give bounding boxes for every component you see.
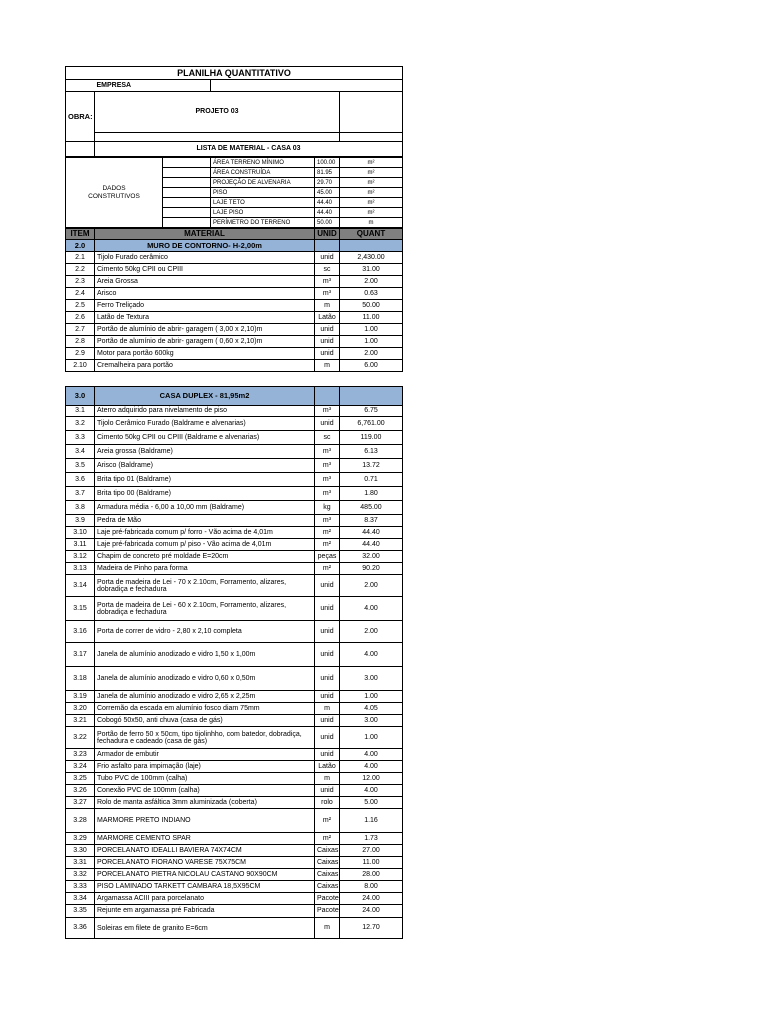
material-cell: Arisco (Baldrame) <box>95 459 315 473</box>
unit-cell: unid <box>315 575 340 597</box>
construction-data-name: LAJE TETO <box>211 198 315 208</box>
unit-cell: m <box>315 360 340 372</box>
table-row <box>66 691 403 703</box>
table-row <box>66 597 403 621</box>
material-cell: Laje pré-fabricada comum p/ forro - Vão acima de 4,01m <box>95 527 315 539</box>
unit-cell: m <box>315 773 340 785</box>
material-cell: Latão de Textura <box>95 312 315 324</box>
table-row <box>66 360 403 372</box>
quantity-cell: 4.00 <box>340 785 403 797</box>
quantity-cell: 1.00 <box>340 336 403 348</box>
material-cell: MARMORE PRETO INDIANO <box>95 809 315 833</box>
quantity-cell: 2.00 <box>340 276 403 288</box>
unit-cell: Pacote <box>315 905 340 918</box>
material-cell: Porta de madeira de Lei - 60 x 2.10cm, Forramento, alizares, dobradiça e fechadura <box>95 597 315 621</box>
quantity-cell: 8.37 <box>340 515 403 527</box>
table-row <box>66 515 403 527</box>
item-cell: 3.9 <box>66 515 95 527</box>
unit-cell: unid <box>315 252 340 264</box>
unit-cell: Caixas <box>315 869 340 881</box>
unit-cell: m³ <box>315 276 340 288</box>
unit-cell: unid <box>315 417 340 431</box>
quantity-cell: 24.00 <box>340 905 403 918</box>
item-cell: 3.27 <box>66 797 95 809</box>
quantity-cell: 119.00 <box>340 431 403 445</box>
table-row <box>66 406 403 417</box>
item-cell: 3.21 <box>66 715 95 727</box>
table-row <box>66 773 403 785</box>
section-title: CASA DUPLEX - 81,95m2 <box>95 387 315 406</box>
table-row <box>66 431 403 445</box>
material-cell: Tijolo Cerâmico Furado (Baldrame e alvenarias) <box>95 417 315 431</box>
item-cell: 3.7 <box>66 487 95 501</box>
unit-cell: unid <box>315 336 340 348</box>
unit-cell: unid <box>315 643 340 667</box>
table-row <box>66 749 403 761</box>
construction-data-name: PROJEÇÃO DE ALVENARIA <box>211 178 315 188</box>
quantity-cell: 4.00 <box>340 643 403 667</box>
quantity-cell: 0.63 <box>340 288 403 300</box>
unit-cell: m³ <box>315 406 340 417</box>
material-cell: Ferro Treliçado <box>95 300 315 312</box>
material-cell: Frio asfalto para impimação (laje) <box>95 761 315 773</box>
quantity-cell: 2.00 <box>340 348 403 360</box>
quantity-cell: 1.73 <box>340 833 403 845</box>
unit-cell: rolo <box>315 797 340 809</box>
item-cell: 3.6 <box>66 473 95 487</box>
unit-cell: m² <box>315 527 340 539</box>
item-cell: 3.5 <box>66 459 95 473</box>
table-row <box>66 252 403 264</box>
unit-cell: unid <box>315 348 340 360</box>
project-name: PROJETO 03 <box>95 92 340 133</box>
construction-data-unit: m² <box>340 158 403 168</box>
quantity-cell: 11.00 <box>340 312 403 324</box>
quantity-sheet <box>65 66 402 939</box>
material-list-title: LISTA DE MATERIAL - CASA 03 <box>95 142 403 157</box>
material-cell: Tijolo Furado cerâmico <box>95 252 315 264</box>
material-cell: Motor para portão 600kg <box>95 348 315 360</box>
unit-cell: m³ <box>315 473 340 487</box>
material-cell: Cimento 50kg CPII ou CPIII (Baldrame e alvenarias) <box>95 431 315 445</box>
material-table <box>65 228 403 939</box>
construction-data-unit: m² <box>340 188 403 198</box>
quantity-cell: 1.00 <box>340 727 403 749</box>
table-row <box>66 621 403 643</box>
material-cell: Areia Grossa <box>95 276 315 288</box>
material-cell: Tubo PVC de 100mm (calha) <box>95 773 315 785</box>
item-cell: 3.23 <box>66 749 95 761</box>
quantity-cell: 4.00 <box>340 749 403 761</box>
material-cell: Porta de correr de vidro - 2,80 x 2,10 completa <box>95 621 315 643</box>
unit-cell: peças <box>315 551 340 563</box>
item-cell: 3.33 <box>66 881 95 893</box>
unit-cell: Caixas <box>315 881 340 893</box>
table-row <box>66 501 403 515</box>
item-cell: 3.31 <box>66 857 95 869</box>
section-code: 2.0 <box>66 240 95 252</box>
construction-data-value: 29.70 <box>315 178 340 188</box>
item-cell: 3.29 <box>66 833 95 845</box>
table-row <box>66 417 403 431</box>
material-cell: Chapim de concreto pré moldade E=20cm <box>95 551 315 563</box>
table-row <box>66 459 403 473</box>
sheet-title: PLANILHA QUANTITATIVO <box>66 67 403 80</box>
item-cell: 2.7 <box>66 324 95 336</box>
material-cell: PISO LAMINADO TARKETT CAMBARA 18,5X95CM <box>95 881 315 893</box>
table-row <box>66 312 403 324</box>
quantity-cell: 4.05 <box>340 703 403 715</box>
item-cell: 3.36 <box>66 918 95 939</box>
material-cell: Brita tipo 01 (Baldrame) <box>95 473 315 487</box>
construction-data-unit: m <box>340 218 403 228</box>
table-row <box>66 881 403 893</box>
quantity-cell: 90.20 <box>340 563 403 575</box>
construction-data-unit: m² <box>340 198 403 208</box>
material-cell: Argamassa ACIII para porcelanato <box>95 893 315 905</box>
construction-data-name: PISO <box>211 188 315 198</box>
item-cell: 3.18 <box>66 667 95 691</box>
column-unid: UNID <box>315 229 340 240</box>
table-row <box>66 445 403 459</box>
empresa-value <box>211 80 403 92</box>
unit-cell: Caixas <box>315 845 340 857</box>
unit-cell: Latão <box>315 761 340 773</box>
table-row <box>66 667 403 691</box>
quantity-cell: 27.00 <box>340 845 403 857</box>
table-row <box>66 845 403 857</box>
table-row <box>66 761 403 773</box>
item-cell: 3.11 <box>66 539 95 551</box>
table-row <box>66 727 403 749</box>
table-row <box>66 288 403 300</box>
unit-cell: m² <box>315 809 340 833</box>
table-row <box>66 575 403 597</box>
table-row <box>66 324 403 336</box>
item-cell: 3.17 <box>66 643 95 667</box>
material-cell: Armadura média - 6,00 a 10,00 mm (Baldrame) <box>95 501 315 515</box>
item-cell: 3.1 <box>66 406 95 417</box>
quantity-cell: 11.00 <box>340 857 403 869</box>
unit-cell: m <box>315 918 340 939</box>
quantity-cell: 2,430.00 <box>340 252 403 264</box>
item-cell: 2.1 <box>66 252 95 264</box>
item-cell: 3.12 <box>66 551 95 563</box>
quantity-cell: 13.72 <box>340 459 403 473</box>
quantity-cell: 6,761.00 <box>340 417 403 431</box>
item-cell: 3.30 <box>66 845 95 857</box>
table-row <box>66 487 403 501</box>
construction-data-value: 45.00 <box>315 188 340 198</box>
material-cell: Aterro adquirido para nivelamento de piso <box>95 406 315 417</box>
quantity-cell: 1.16 <box>340 809 403 833</box>
unit-cell: m³ <box>315 487 340 501</box>
column-material: MATERIAL <box>95 229 315 240</box>
obra-label: OBRA: <box>66 92 95 142</box>
material-cell: Madeira de Pinho para forma <box>95 563 315 575</box>
quantity-cell: 8.00 <box>340 881 403 893</box>
quantity-cell: 28.00 <box>340 869 403 881</box>
unit-cell: m² <box>315 563 340 575</box>
item-cell: 2.4 <box>66 288 95 300</box>
unit-cell: sc <box>315 264 340 276</box>
material-cell: Rolo de manta asfáltica 3mm aluminizada (coberta) <box>95 797 315 809</box>
quantity-cell: 50.00 <box>340 300 403 312</box>
table-row <box>66 833 403 845</box>
item-cell: 2.5 <box>66 300 95 312</box>
material-cell: Brita tipo 00 (Baldrame) <box>95 487 315 501</box>
table-row <box>66 918 403 939</box>
quantity-cell: 485.00 <box>340 501 403 515</box>
item-cell: 3.8 <box>66 501 95 515</box>
unit-cell: m³ <box>315 445 340 459</box>
section-code: 3.0 <box>66 387 95 406</box>
construction-data-value: 81.95 <box>315 168 340 178</box>
table-row <box>66 785 403 797</box>
unit-cell: m² <box>315 833 340 845</box>
item-cell: 3.4 <box>66 445 95 459</box>
material-cell: Portão de alumínio de abrir- garagem ( 3,00 x 2,10)m <box>95 324 315 336</box>
item-cell: 3.3 <box>66 431 95 445</box>
table-row <box>66 527 403 539</box>
construction-data-label: DADOS CONSTRUTIVOS <box>66 158 163 228</box>
item-cell: 3.22 <box>66 727 95 749</box>
material-cell: Janela de alumínio anodizado e vidro 0,60 x 0,50m <box>95 667 315 691</box>
item-cell: 3.24 <box>66 761 95 773</box>
quantity-cell: 4.00 <box>340 761 403 773</box>
table-row <box>66 809 403 833</box>
unit-cell: Pacote <box>315 893 340 905</box>
item-cell: 3.34 <box>66 893 95 905</box>
material-cell: Soleiras em filete de granito E=6cm <box>95 918 315 939</box>
quantity-cell: 0.71 <box>340 473 403 487</box>
material-cell: PORCELANATO FIORANO VARESE 75X75CM <box>95 857 315 869</box>
item-cell: 2.9 <box>66 348 95 360</box>
item-cell: 3.25 <box>66 773 95 785</box>
material-cell: Cobogó 50x50, anti chuva (casa de gás) <box>95 715 315 727</box>
construction-data-unit: m² <box>340 178 403 188</box>
unit-cell: unid <box>315 691 340 703</box>
table-row <box>66 300 403 312</box>
item-cell: 3.35 <box>66 905 95 918</box>
unit-cell: m <box>315 703 340 715</box>
material-cell: Janela de alumínio anodizado e vidro 2,65 x 2,25m <box>95 691 315 703</box>
material-cell: Areia grossa (Baldrame) <box>95 445 315 459</box>
construction-data-name: PERÍMETRO DO TERRENO <box>211 218 315 228</box>
table-row <box>66 551 403 563</box>
item-cell: 3.32 <box>66 869 95 881</box>
construction-data-row <box>66 158 403 168</box>
unit-cell: m <box>315 300 340 312</box>
construction-data-value: 44.40 <box>315 198 340 208</box>
construction-data-unit: m² <box>340 168 403 178</box>
quantity-cell: 44.40 <box>340 527 403 539</box>
material-cell: Armador de embutir <box>95 749 315 761</box>
material-cell: PORCELANATO IDEALLI BAVIERA 74X74CM <box>95 845 315 857</box>
section-title: MURO DE CONTORNO- H-2,00m <box>95 240 315 252</box>
table-row <box>66 869 403 881</box>
material-cell: Portão de alumínio de abrir- garagem ( 0,60 x 2,10)m <box>95 336 315 348</box>
quantity-cell: 1.00 <box>340 324 403 336</box>
material-cell: Arisco <box>95 288 315 300</box>
material-cell: MARMORE CEMENTO SPAR <box>95 833 315 845</box>
item-cell: 2.8 <box>66 336 95 348</box>
quantity-cell: 1.80 <box>340 487 403 501</box>
material-cell: Pedra de Mão <box>95 515 315 527</box>
material-cell: Portão de ferro 50 x 50cm, tipo tijolinhho, com batedor, dobradiça, fechadura e cadeado (casa de gás) <box>95 727 315 749</box>
table-row <box>66 264 403 276</box>
project-aux <box>340 92 403 133</box>
quantity-cell: 6.00 <box>340 360 403 372</box>
table-row <box>66 336 403 348</box>
construction-data-name: LAJE PISO <box>211 208 315 218</box>
column-quant: QUANT <box>340 229 403 240</box>
construction-data-unit: m² <box>340 208 403 218</box>
material-cell: Corremão da escada em alumínio fosco diam 75mm <box>95 703 315 715</box>
item-cell: 3.26 <box>66 785 95 797</box>
item-cell: 2.6 <box>66 312 95 324</box>
column-item: ITEM <box>66 229 95 240</box>
item-cell: 3.16 <box>66 621 95 643</box>
unit-cell: m² <box>315 539 340 551</box>
table-row <box>66 715 403 727</box>
quantity-cell: 24.00 <box>340 893 403 905</box>
construction-data-table <box>65 157 403 228</box>
construction-data-value: 100.00 <box>315 158 340 168</box>
table-row <box>66 473 403 487</box>
unit-cell: unid <box>315 715 340 727</box>
item-cell: 3.14 <box>66 575 95 597</box>
quantity-cell: 12.70 <box>340 918 403 939</box>
quantity-cell: 32.00 <box>340 551 403 563</box>
construction-data-value: 50.00 <box>315 218 340 228</box>
table-row <box>66 348 403 360</box>
quantity-cell: 6.13 <box>340 445 403 459</box>
item-cell: 2.3 <box>66 276 95 288</box>
item-cell: 3.10 <box>66 527 95 539</box>
material-cell: PORCELANATO PIETRA NICOLAU CASTANO 90X90CM <box>95 869 315 881</box>
quantity-cell: 44.40 <box>340 539 403 551</box>
header-table <box>65 66 403 157</box>
unit-cell: Caixas <box>315 857 340 869</box>
empresa-label: EMPRESA <box>95 80 211 92</box>
unit-cell: unid <box>315 324 340 336</box>
unit-cell: unid <box>315 727 340 749</box>
table-row <box>66 276 403 288</box>
quantity-cell: 5.00 <box>340 797 403 809</box>
material-cell: Rejunte em argamassa pré Fabricada <box>95 905 315 918</box>
unit-cell: m³ <box>315 288 340 300</box>
unit-cell: kg <box>315 501 340 515</box>
unit-cell: m³ <box>315 515 340 527</box>
material-cell: Janela de alumínio anodizado e vidro 1,50 x 1,00m <box>95 643 315 667</box>
item-cell: 3.2 <box>66 417 95 431</box>
quantity-cell: 6.75 <box>340 406 403 417</box>
unit-cell: unid <box>315 749 340 761</box>
table-row <box>66 539 403 551</box>
unit-cell: m³ <box>315 459 340 473</box>
table-row <box>66 563 403 575</box>
material-cell: Cimento 50kg CPII ou CPIII <box>95 264 315 276</box>
table-row <box>66 893 403 905</box>
unit-cell: unid <box>315 621 340 643</box>
quantity-cell: 2.00 <box>340 575 403 597</box>
item-cell: 3.15 <box>66 597 95 621</box>
material-cell: Conexão PVC de 100mm (calha) <box>95 785 315 797</box>
quantity-cell: 1.00 <box>340 691 403 703</box>
unit-cell: unid <box>315 667 340 691</box>
quantity-cell: 31.00 <box>340 264 403 276</box>
material-cell: Porta de madeira de Lei - 70 x 2.10cm, Forramento, alizares, dobradiça e fechadura <box>95 575 315 597</box>
quantity-cell: 4.00 <box>340 597 403 621</box>
table-row <box>66 797 403 809</box>
item-cell: 3.19 <box>66 691 95 703</box>
unit-cell: unid <box>315 597 340 621</box>
construction-data-value: 44.40 <box>315 208 340 218</box>
material-cell: Laje pré-fabricada comum p/ piso - Vão acima de 4,01m <box>95 539 315 551</box>
item-cell: 3.20 <box>66 703 95 715</box>
material-cell: Cremalheira para portão <box>95 360 315 372</box>
table-row <box>66 857 403 869</box>
unit-cell: unid <box>315 785 340 797</box>
unit-cell: sc <box>315 431 340 445</box>
quantity-cell: 12.00 <box>340 773 403 785</box>
table-row <box>66 905 403 918</box>
table-row <box>66 703 403 715</box>
construction-data-name: ÁREA CONSTRUÍDA <box>211 168 315 178</box>
quantity-cell: 2.00 <box>340 621 403 643</box>
quantity-cell: 3.00 <box>340 667 403 691</box>
item-cell: 3.28 <box>66 809 95 833</box>
construction-data-name: ÁREA TERRENO MÍNIMO <box>211 158 315 168</box>
quantity-cell: 3.00 <box>340 715 403 727</box>
table-row <box>66 643 403 667</box>
unit-cell: Latão <box>315 312 340 324</box>
item-cell: 3.13 <box>66 563 95 575</box>
item-cell: 2.2 <box>66 264 95 276</box>
item-cell: 2.10 <box>66 360 95 372</box>
